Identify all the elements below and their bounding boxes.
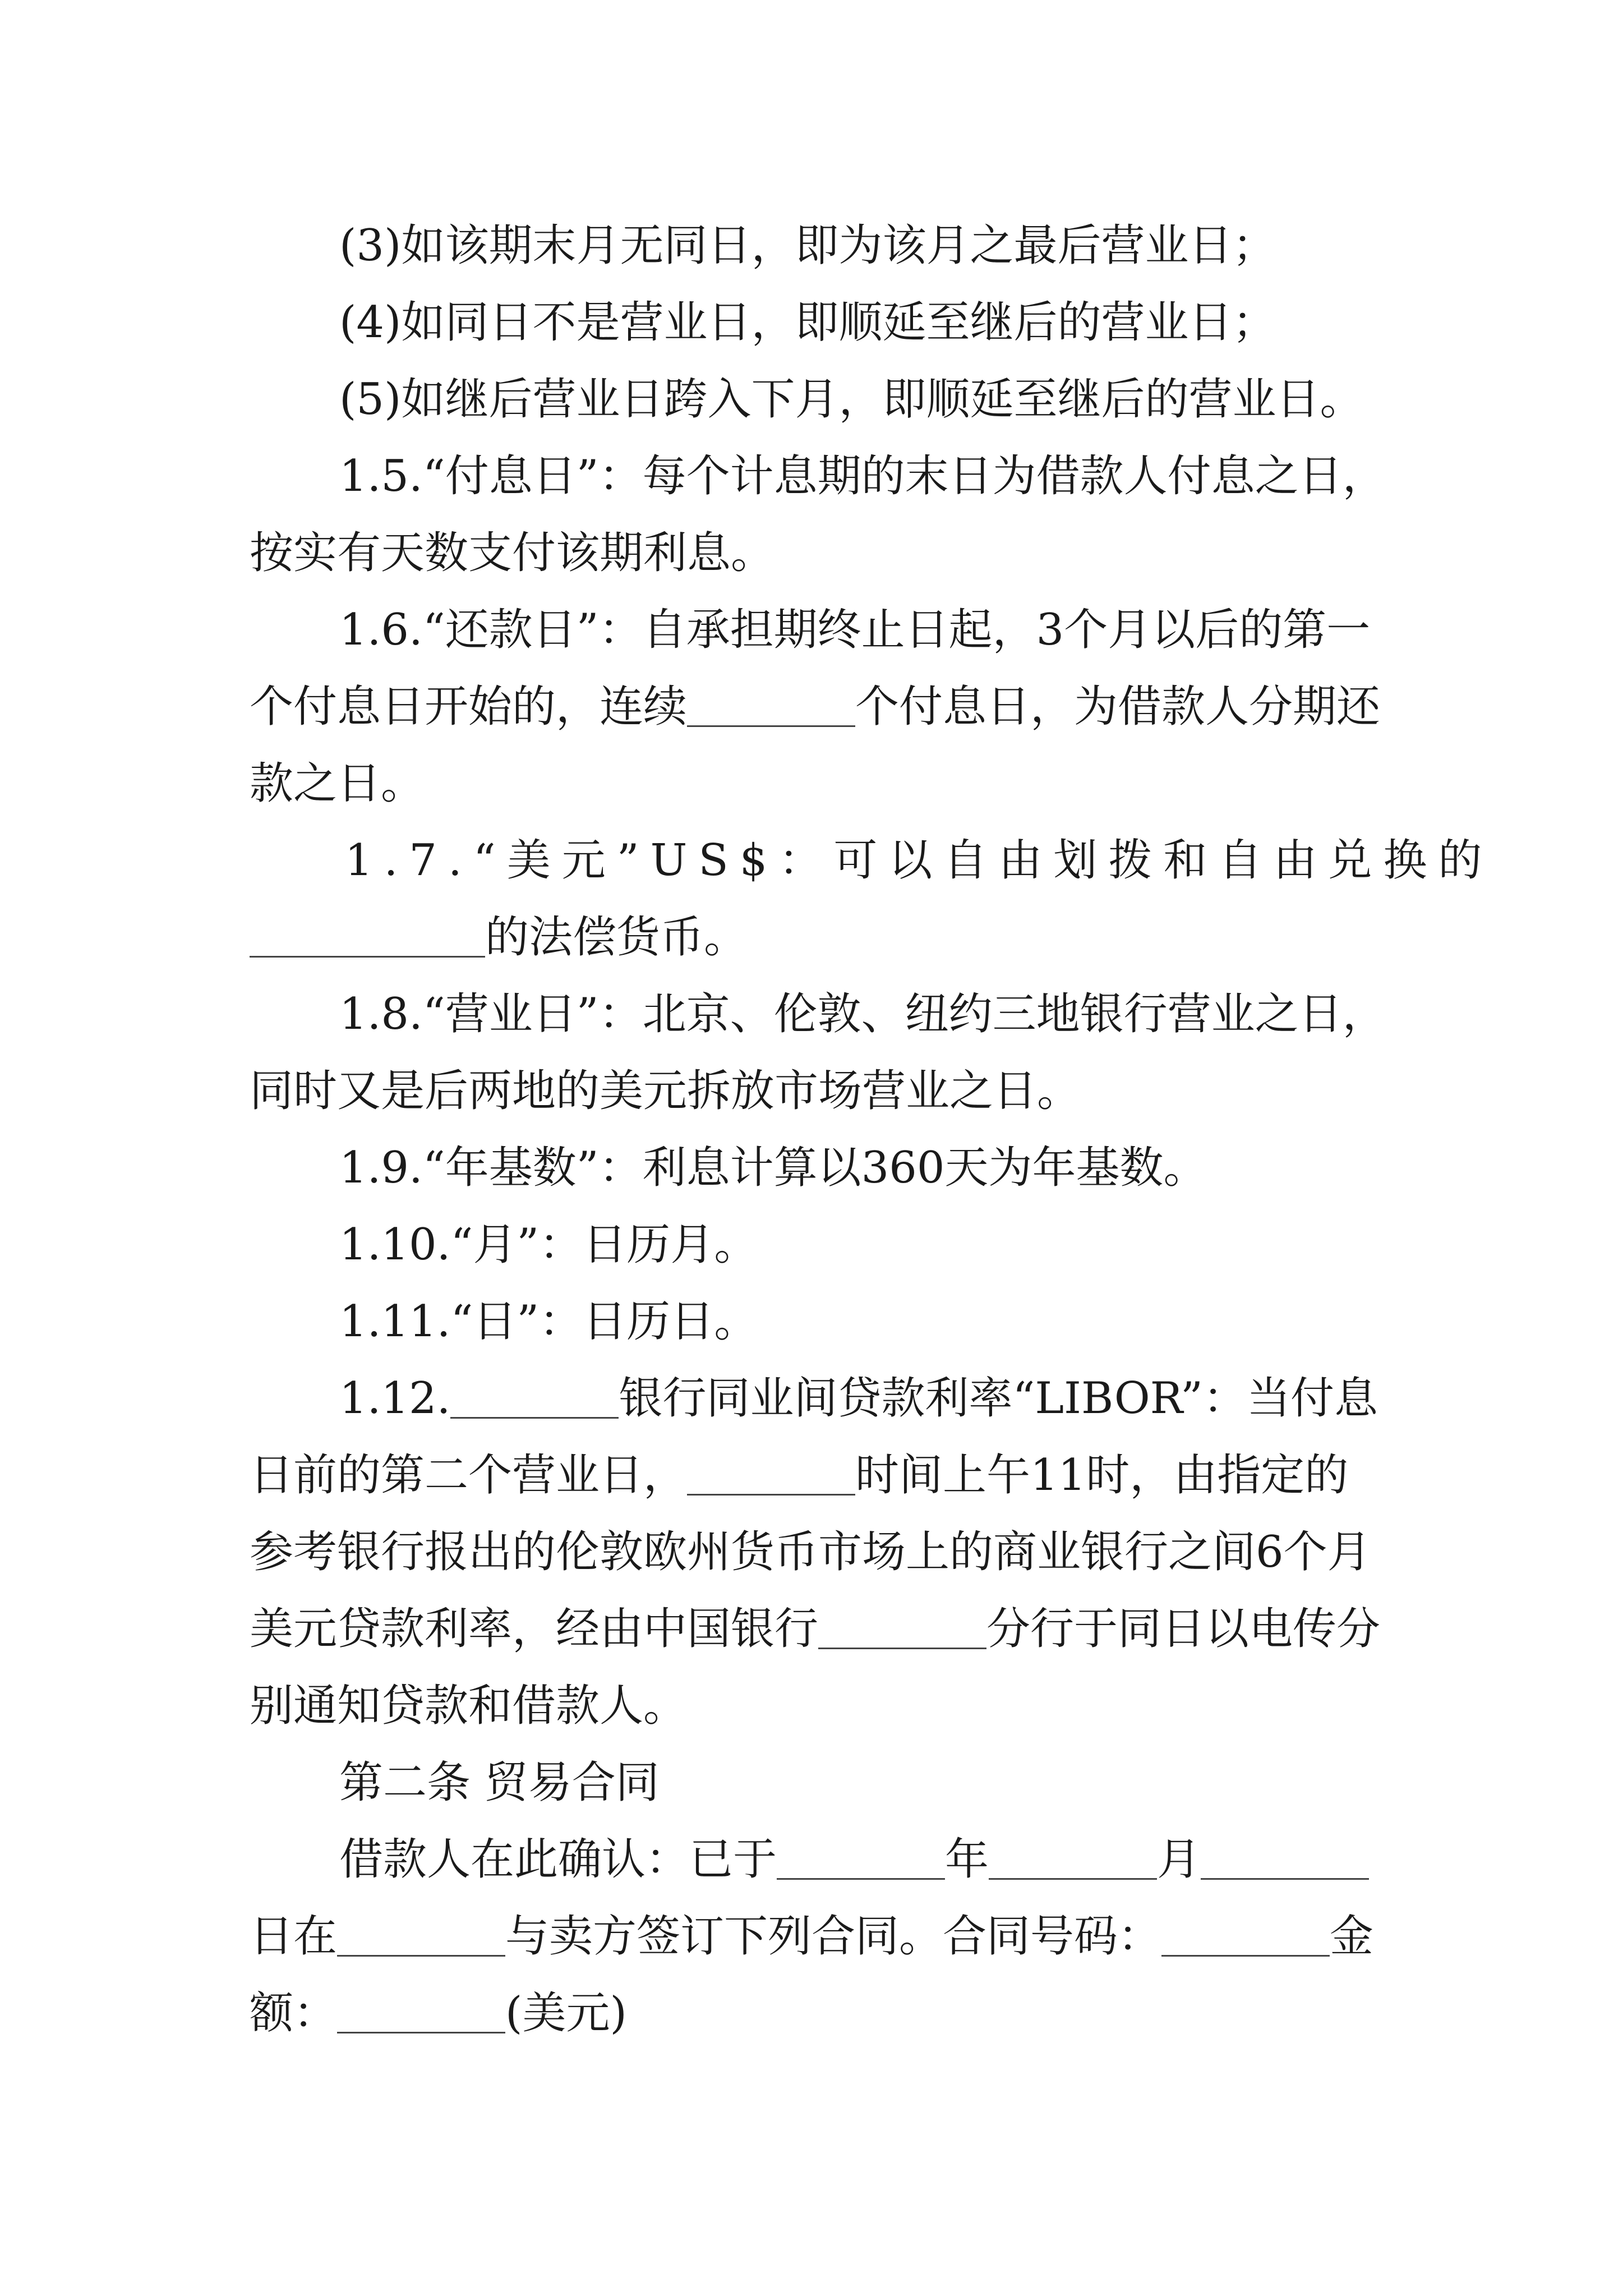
clause-1-6-line1: 1.6.“还款日”：自承担期终止日起，3个月以后的第一 xyxy=(339,605,1371,655)
fill-blank[interactable] xyxy=(250,905,485,958)
fill-blank[interactable] xyxy=(687,675,855,727)
clause-line-3: (3)如该期末月无同日，即为该月之最后营业日； xyxy=(339,220,1276,271)
clause-line-4: (4)如同日不是营业日，即顺延至继后的营业日； xyxy=(339,297,1276,348)
fill-blank[interactable] xyxy=(337,1904,505,1957)
clause-line-5: (5)如继后营业日跨入下月，即顺延至继后的营业日。 xyxy=(339,374,1364,425)
clause-1-8-line2: 同时又是后两地的美元拆放市场营业之日。 xyxy=(250,1066,1081,1116)
fill-blank[interactable] xyxy=(687,1443,855,1496)
fill-blank[interactable] xyxy=(989,1828,1157,1880)
article-2-line1: 借款人在此确认：已于 年 月 xyxy=(339,1821,1369,1898)
clause-1-12-line4: 美元贷款利率，经由中国银行 分行于同日以电传分 xyxy=(250,1591,1380,1668)
clause-1-7-line1: 1.7.“美元”US$：可以自由划拨和自由兑换的 xyxy=(345,835,1493,886)
clause-1-7-line2: 的法偿货币。 xyxy=(250,899,748,976)
clause-1-12-line3: 参考银行报出的伦敦欧州货币市场上的商业银行之间6个月 xyxy=(250,1527,1371,1577)
clause-1-5-line1: 1.5.“付息日”：每个计息期的末日为借款人付息之日， xyxy=(339,451,1386,501)
clause-1-12-line5: 别通知贷款和借款人。 xyxy=(250,1681,688,1731)
clause-1-6-line3: 款之日。 xyxy=(250,758,425,809)
clause-1-9: 1.9.“年基数”：利息计算以360天为年基数。 xyxy=(339,1143,1207,1193)
clause-1-8-line1: 1.8.“营业日”：北京、伦敦、纽约三地银行营业之日， xyxy=(339,989,1386,1039)
clause-1-12-line2: 日前的第二个营业日， 时间上午11时，由指定的 xyxy=(250,1437,1348,1514)
fill-blank[interactable] xyxy=(1161,1904,1330,1957)
fill-blank[interactable] xyxy=(777,1828,945,1880)
fill-blank[interactable] xyxy=(450,1366,619,1419)
clause-1-6-line2: 个付息日开始的，连续 个付息日，为借款人分期还 xyxy=(250,669,1380,746)
clause-1-12-line1: 1.12. 银行同业间贷款利率“LIBOR”：当付息 xyxy=(339,1360,1378,1437)
fill-blank[interactable] xyxy=(1201,1828,1369,1880)
fill-blank[interactable] xyxy=(337,1981,505,2033)
clause-1-11: 1.11.“日”：日历日。 xyxy=(339,1296,758,1347)
article-2-line3: 额： (美元) xyxy=(250,1975,627,2052)
article-2-heading: 第二条 贸易合同 xyxy=(339,1757,660,1808)
clause-1-10: 1.10.“月”：日历月。 xyxy=(339,1220,758,1270)
clause-1-5-line2: 按实有天数支付该期利息。 xyxy=(250,528,775,578)
article-2-line2: 日在 与卖方签订下列合同。合同号码： 金 xyxy=(250,1898,1373,1975)
fill-blank[interactable] xyxy=(818,1597,986,1649)
